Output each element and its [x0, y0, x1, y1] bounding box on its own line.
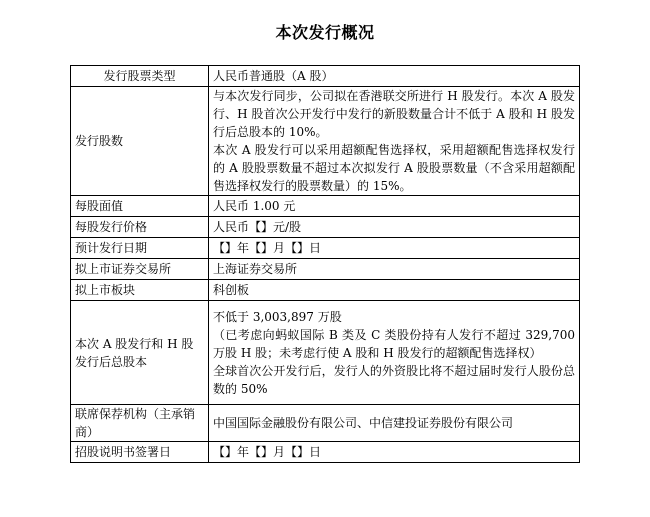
value-text: 人民币 1.00 元	[213, 199, 296, 213]
row-label-stock-type: 发行股票类型	[71, 66, 209, 87]
value-text: 科创板	[213, 283, 250, 297]
table-row	[71, 280, 580, 301]
table-row	[71, 87, 580, 196]
row-value-total-share-capital	[209, 301, 580, 405]
table-row	[71, 405, 580, 442]
value-text: 【】年【】月【】日	[213, 445, 322, 459]
table-row	[71, 301, 580, 405]
issuance-overview-table	[70, 65, 580, 463]
value-text: 上海证券交易所	[213, 262, 298, 276]
row-value-sponsors	[209, 405, 580, 442]
value-text: 本次 A 股发行可以采用超额配售选择权，采用超额配售选择权发行的 A 股股票数量不超过本次拟发行 A 股股票数量（不含采用超额配售选择权发行的股票数量）的 15%。	[213, 143, 575, 193]
row-value-issue-date	[209, 238, 580, 259]
row-label-board: 拟上市板块	[71, 280, 209, 301]
row-label-par-value: 每股面值	[71, 196, 209, 217]
value-text: 人民币普通股（A 股）	[213, 69, 334, 83]
value-text: 与本次发行同步，公司拟在香港联交所进行 H 股发行。本次 A 股发行、H 股首次公开发行中发行的新股数量合计不低于 A 股和 H 股发行后总股本的 10%。	[213, 89, 575, 139]
table-row	[71, 259, 580, 280]
row-value-board	[209, 280, 580, 301]
table-row	[71, 238, 580, 259]
row-value-stock-type	[209, 66, 580, 87]
row-label-issue-date: 预计发行日期	[71, 238, 209, 259]
row-value-exchange	[209, 259, 580, 280]
document-title: 本次发行概况	[275, 23, 375, 42]
value-text: 中国国际金融股份有限公司、中信建投证券股份有限公司	[213, 416, 514, 430]
row-label-sponsors: 联席保荐机构（主承销商）	[71, 405, 209, 442]
row-value-share-count	[209, 87, 580, 196]
row-value-par-value	[209, 196, 580, 217]
value-text: 人民币【】元/股	[213, 220, 302, 234]
value-text: （已考虑向蚂蚁国际 B 类及 C 类股份持有人发行不超过 329,700 万股 H 股；未考虑行使 A 股和 H 股发行的超额配售选择权）	[213, 327, 575, 360]
table-row	[71, 217, 580, 238]
table-row	[71, 442, 580, 463]
row-label-total-share-capital: 本次 A 股发行和 H 股发行后总股本	[71, 301, 209, 405]
row-value-prospectus-date	[209, 442, 580, 463]
row-label-issue-price: 每股发行价格	[71, 217, 209, 238]
row-value-issue-price	[209, 217, 580, 238]
value-text: 不低于 3,003,897 万股	[213, 309, 342, 324]
row-label-prospectus-date: 招股说明书签署日	[71, 442, 209, 463]
row-label-exchange: 拟上市证券交易所	[71, 259, 209, 280]
row-label-share-count: 发行股数	[71, 87, 209, 196]
table-row	[71, 196, 580, 217]
value-text: 全球首次公开发行后，发行人的外资股比将不超过届时发行人股份总数的 50%	[213, 363, 575, 396]
table-row	[71, 66, 580, 87]
value-text: 【】年【】月【】日	[213, 241, 322, 255]
